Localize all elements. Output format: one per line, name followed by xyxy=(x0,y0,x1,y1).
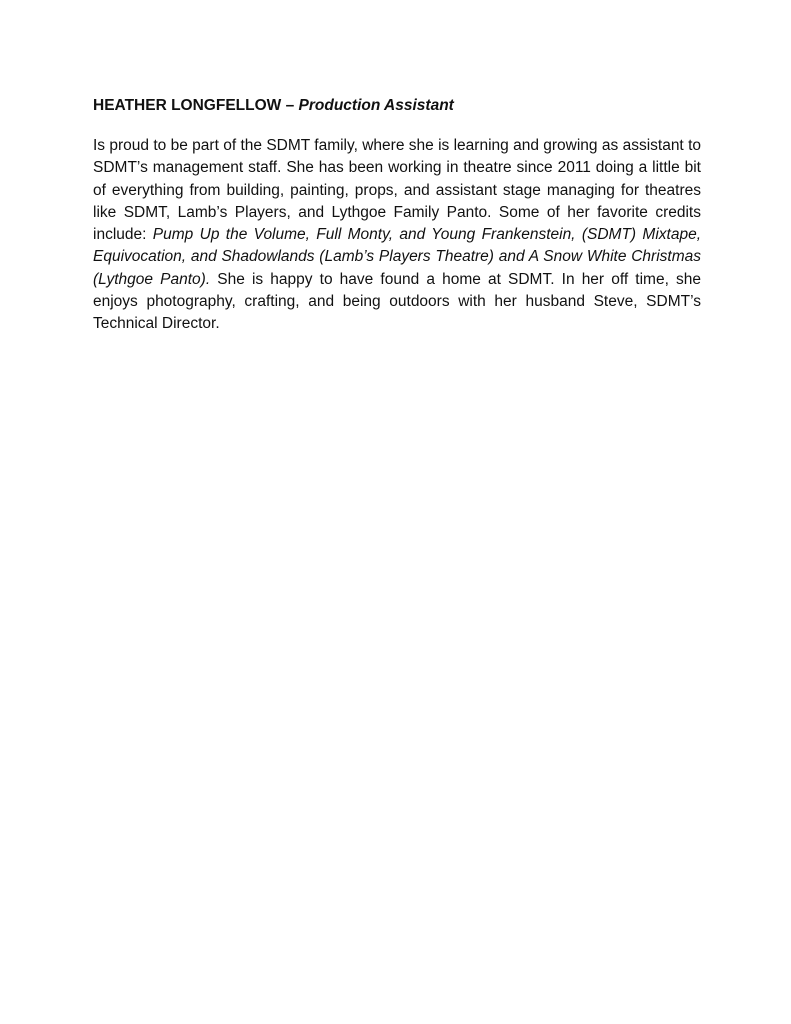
person-role: Production Assistant xyxy=(298,97,454,114)
bio-paragraph xyxy=(93,135,701,336)
heading-separator: – xyxy=(281,97,299,114)
bio-heading xyxy=(93,96,701,116)
bio-text-closing: She is happy to have found a home at SDMT. In her off time, she enjoys photography, crafting, and being outdoors with her husband Steve, SDMT’s Technical Director. xyxy=(93,270,701,333)
person-name: HEATHER LONGFELLOW xyxy=(93,97,282,114)
bio-text-intro: Is proud to be part of the SDMT family, where she is learning and growing as assistant to SDMT’s management staff. She has been working in theatre since 2011 doing a little bit of everything from building, painting, props, and assistant stage managing for theatres like SDMT, Lamb’s Players, and Lythgoe Family Panto. Some of her favorite credits include: xyxy=(93,137,701,244)
bio-section xyxy=(93,96,701,336)
bio-credits: Pump Up the Volume, Full Monty, and Young Frankenstein, (SDMT) Mixtape, Equivocation, and Shadowlands (Lamb’s Players Theatre) and A Snow White Christmas (Lythgoe Panto). xyxy=(93,226,702,288)
